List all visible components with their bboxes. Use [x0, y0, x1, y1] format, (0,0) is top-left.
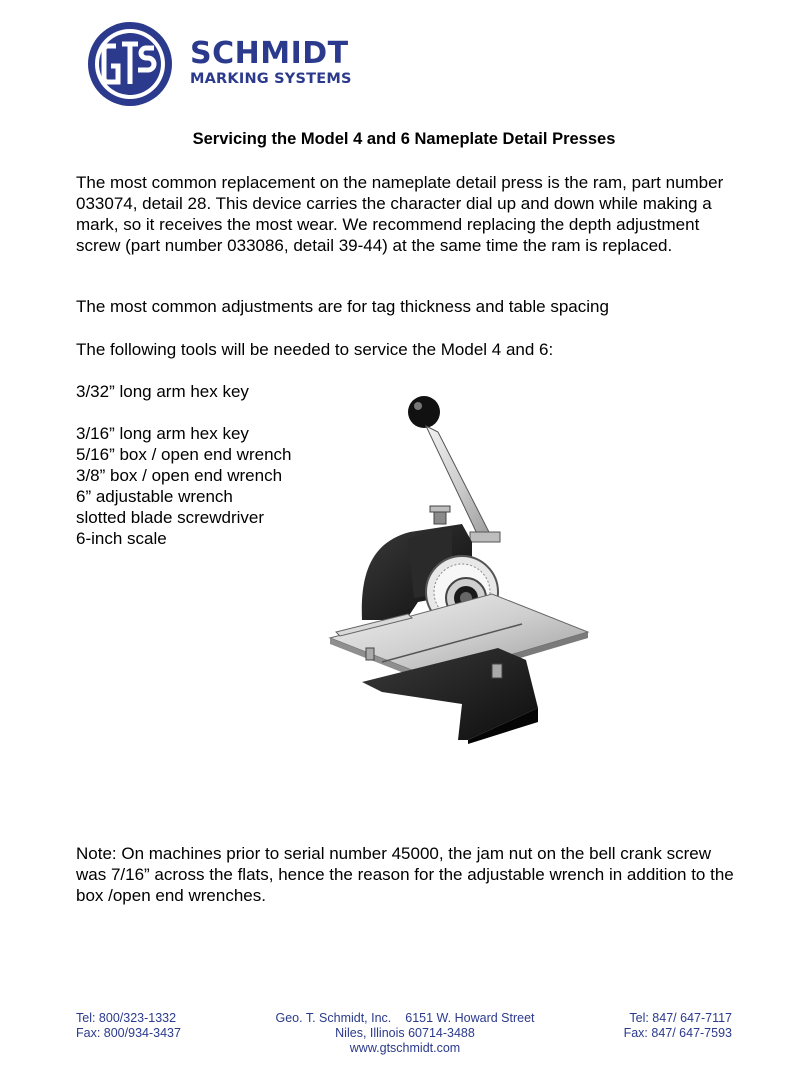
brand-name [190, 38, 352, 88]
footer-left-tel: Tel: 800/323-1332 [76, 1011, 177, 1025]
tool-item: 6-inch scale [76, 529, 167, 548]
tools-intro-paragraph: The following tools will be needed to service the Model 4 and 6: [76, 340, 554, 359]
footer-left-contact [76, 1011, 181, 1041]
document-title: Servicing the Model 4 and 6 Nameplate Detail Presses [192, 130, 616, 148]
brand-line-2: MARKING SYSTEMS [190, 71, 352, 87]
footer-city: Niles, Illinois 60714-3488 [335, 1026, 475, 1040]
brand-line-1: SCHMIDT [190, 36, 349, 71]
footer-left-fax: Fax: 800/934-3437 [76, 1026, 181, 1040]
footer-right-contact [610, 1011, 732, 1041]
tool-item: 3/8” box / open end wrench [76, 466, 283, 485]
tools-list [76, 423, 306, 549]
tool-item: 5/16” box / open end wrench [76, 445, 292, 464]
footer-right-tel: Tel: 847/ 647-7117 [629, 1011, 732, 1025]
intro-paragraph: The most common replacement on the nameplate detail press is the ram, part number 033074, detail 28. This device carries the character dial up and down while making a mark, so it receives the most wear. We recommend replacing the depth adjustment screw (part number 033086, detail 39-44) at the same time the ram is replaced. [76, 173, 724, 255]
footer-right-fax: Fax: 847/ 647-7593 [623, 1026, 732, 1040]
footer-website-link[interactable]: www.gtschmidt.com [349, 1041, 461, 1055]
tool-item: slotted blade screwdriver [76, 508, 265, 527]
gts-monogram-logo [86, 20, 182, 108]
tool-item: 3/16” long arm hex key [76, 424, 249, 443]
detail-press-illustration [322, 392, 592, 744]
footer-company: Geo. T. Schmidt, Inc. [275, 1011, 392, 1025]
adjustments-paragraph: The most common adjustments are for tag thickness and table spacing [76, 297, 609, 316]
detail-press-photo [322, 392, 592, 744]
footer-street: 6151 W. Howard Street [405, 1011, 535, 1025]
footer-address [260, 1011, 550, 1056]
tool-item-first: 3/32” long arm hex key [76, 382, 249, 401]
tool-item: 6” adjustable wrench [76, 487, 233, 506]
note-paragraph: Note: On machines prior to serial number 45000, the jam nut on the bell crank screw was 7/16” across the flats, hence the reason for the adjustable wrench in addition to the box /open end wrenches. [76, 844, 734, 905]
